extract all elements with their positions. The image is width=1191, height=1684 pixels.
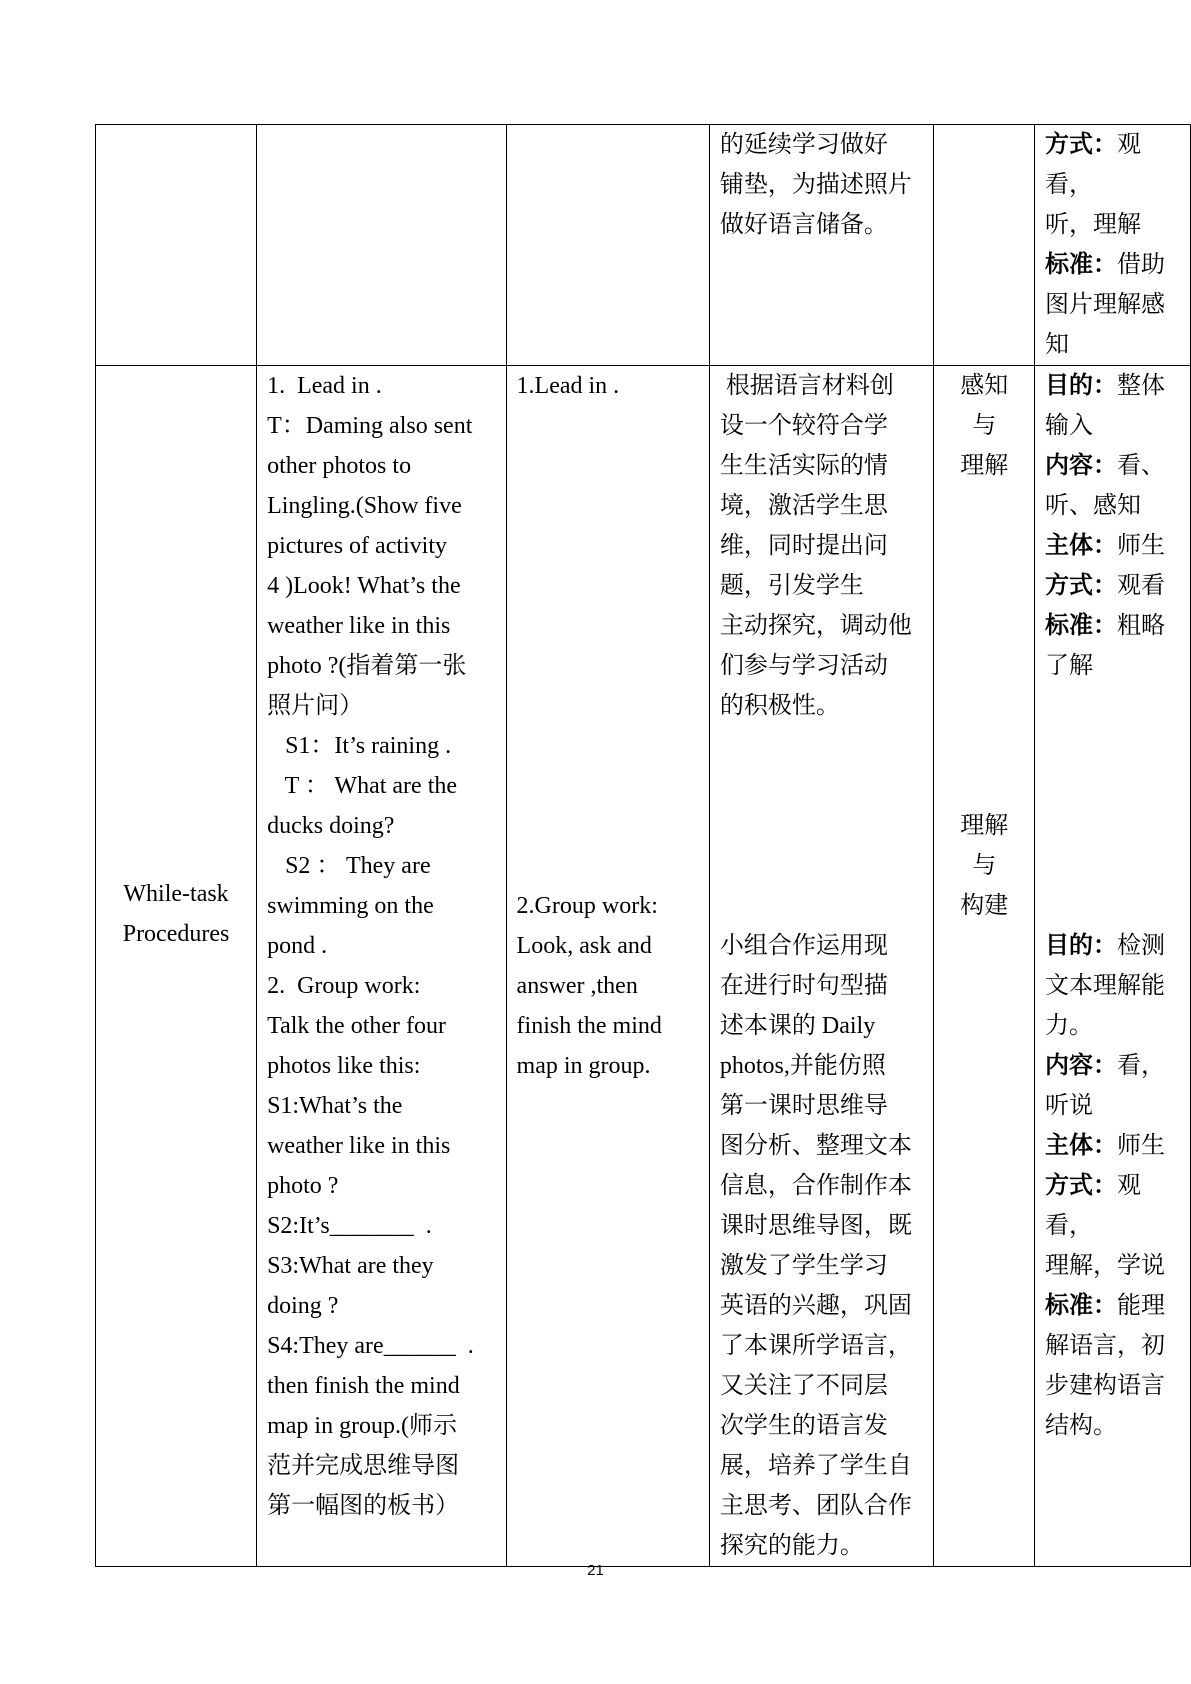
purpose-cell — [709, 125, 934, 366]
evaluation-text: 文本理解能 — [1044, 973, 1165, 999]
purpose-line: 设一个较符合学 — [719, 413, 888, 439]
evaluation-text: 了解 — [1044, 653, 1093, 679]
student-activity-line: 1.Lead in . — [516, 373, 620, 399]
purpose-line: 境，激活学生思 — [719, 493, 888, 519]
evaluation-line — [1045, 566, 1180, 606]
evaluation-text: 听，理解 — [1044, 212, 1141, 238]
evaluation-label: 标准： — [1044, 613, 1117, 639]
teacher-activity-line: 范并完成思维导图 — [267, 1453, 460, 1479]
purpose-block — [720, 366, 924, 726]
evaluation-label: 内容： — [1044, 453, 1117, 479]
purpose-line: 第一课时思维导 — [719, 1093, 888, 1119]
purpose-line: 又关注了不同层 — [719, 1373, 888, 1399]
teacher-activity-line: pictures of activity — [267, 533, 448, 559]
evaluation-label: 方式： — [1044, 1173, 1117, 1199]
evaluation-line — [1045, 1086, 1180, 1126]
purpose-line: 激发了学生学习 — [719, 1253, 888, 1279]
teacher-activity-line: weather like in this — [267, 1133, 451, 1159]
teacher-activity-line: 第一幅图的板书） — [267, 1493, 460, 1519]
teacher-activity-line: 2. Group work: — [267, 973, 421, 999]
evaluation-text: 借助 — [1116, 252, 1165, 278]
evaluation-text: 能理 — [1116, 1293, 1165, 1319]
evaluation-label: 目的： — [1044, 373, 1117, 399]
teacher-activity-line: S1:What’s the — [267, 1093, 403, 1119]
student-activity-block — [517, 366, 699, 406]
evaluation-line — [1045, 966, 1180, 1006]
purpose-line: 维，同时提出问 — [719, 533, 888, 559]
teacher-activity-line: Lingling.(Show five — [267, 493, 462, 519]
evaluation-line — [1045, 926, 1180, 966]
teacher-activity-line: then finish the mind — [267, 1373, 460, 1399]
table-row — [96, 366, 1191, 1567]
purpose-line: 们参与学习活动 — [719, 653, 888, 679]
category-cell — [934, 366, 1034, 1567]
evaluation-text: 师生 — [1116, 1133, 1165, 1159]
evaluation-text: 结构。 — [1044, 1413, 1117, 1439]
teacher-activity-cell — [257, 366, 506, 1567]
teacher-activity-line: Talk the other four — [267, 1013, 446, 1039]
purpose-line: 英语的兴趣，巩固 — [719, 1293, 912, 1319]
category-line: 理解 — [960, 453, 1009, 479]
spacer — [517, 406, 699, 886]
category-line: 与 — [972, 413, 997, 439]
evaluation-text: 听说 — [1044, 1093, 1093, 1119]
student-activity-cell — [506, 366, 709, 1567]
purpose-line: 生生活实际的情 — [719, 453, 888, 479]
table-row — [96, 125, 1191, 366]
evaluation-line — [1045, 1046, 1180, 1086]
evaluation-cell — [1034, 366, 1190, 1567]
evaluation-line — [1045, 606, 1180, 646]
purpose-cell — [709, 366, 934, 1567]
evaluation-line — [1045, 406, 1180, 446]
teacher-activity-line: S4:They are______ . — [267, 1333, 474, 1359]
evaluation-label: 方式： — [1044, 573, 1117, 599]
stage-cell-empty — [96, 125, 257, 366]
evaluation-line — [1045, 486, 1180, 526]
purpose-line: 根据语言材料创 — [719, 373, 894, 399]
teacher-activity-line: T：Daming also sent — [267, 413, 473, 439]
teacher-activity-cell-empty — [257, 125, 506, 366]
evaluation-block — [1045, 926, 1180, 1446]
teacher-activity-line: S1：It’s raining . — [267, 733, 452, 759]
purpose-line: 主思考、团队合作 — [719, 1493, 912, 1519]
evaluation-label: 目的： — [1044, 933, 1117, 959]
evaluation-line — [1045, 366, 1180, 406]
evaluation-text: 整体 — [1116, 373, 1165, 399]
evaluation-line — [1045, 446, 1180, 486]
teacher-activity-line: other photos to — [267, 453, 412, 479]
purpose-line: 在进行时句型描 — [719, 973, 888, 999]
purpose-line: 做好语言储备。 — [719, 212, 888, 238]
teacher-activity-line: photo ? — [267, 1173, 339, 1199]
teacher-activity-block — [267, 366, 495, 966]
evaluation-text: 粗略 — [1116, 613, 1165, 639]
category-cell-empty — [934, 125, 1034, 366]
evaluation-text: 输入 — [1044, 413, 1093, 439]
purpose-line: 了本课所学语言， — [719, 1333, 912, 1359]
purpose-line: 小组合作运用现 — [719, 933, 888, 959]
evaluation-text: 观看， — [1044, 1173, 1141, 1239]
teacher-activity-block — [267, 966, 495, 1526]
evaluation-text: 看， — [1116, 1053, 1165, 1079]
teacher-activity-line: 照片问） — [267, 693, 364, 719]
student-activity-line: Look, ask and — [516, 933, 652, 959]
evaluation-text: 观看 — [1116, 573, 1165, 599]
teacher-activity-line: 4 )Look! What’s the — [267, 573, 461, 599]
evaluation-line — [1045, 1166, 1180, 1246]
teacher-activity-line: 1. Lead in . — [267, 373, 382, 399]
purpose-line: 课时思维导图，既 — [719, 1213, 912, 1239]
evaluation-text: 理解，学说 — [1044, 1253, 1165, 1279]
teacher-activity-line: swimming on the — [267, 893, 434, 919]
category-line: 与 — [972, 853, 997, 879]
evaluation-label: 标准： — [1044, 252, 1117, 278]
purpose-line: 信息，合作制作本 — [719, 1173, 912, 1199]
evaluation-line — [1045, 1326, 1180, 1366]
stage-cell — [96, 366, 257, 1567]
purpose-line: 图分析、整理文本 — [719, 1133, 912, 1159]
teacher-activity-line: doing ? — [267, 1293, 339, 1319]
teacher-activity-line: photos like this: — [267, 1053, 421, 1079]
purpose-line: 铺垫，为描述照片 — [719, 172, 912, 198]
teacher-activity-line: map in group.(师示 — [267, 1413, 458, 1439]
evaluation-line — [1045, 1286, 1180, 1326]
purpose-line: 次学生的语言发 — [719, 1413, 888, 1439]
student-activity-cell-empty — [506, 125, 709, 366]
category-line: 理解 — [960, 813, 1009, 839]
teacher-activity-line: T ： What are the — [267, 773, 458, 799]
purpose-line: 述本课的 Daily — [719, 1013, 876, 1039]
evaluation-line — [1045, 285, 1180, 325]
purpose-line: 展，培养了学生自 — [719, 1453, 912, 1479]
student-activity-line: map in group. — [516, 1053, 651, 1079]
evaluation-line — [1045, 205, 1180, 245]
evaluation-cell — [1034, 125, 1190, 366]
lesson-plan-table — [95, 124, 1191, 1567]
purpose-line: 的延续学习做好 — [719, 132, 888, 158]
evaluation-line — [1045, 1006, 1180, 1046]
evaluation-label: 主体： — [1044, 533, 1117, 559]
stage-label: Procedures — [122, 921, 230, 947]
evaluation-line — [1045, 1246, 1180, 1286]
evaluation-text: 观看， — [1044, 132, 1141, 198]
purpose-line: 题，引发学生 — [719, 573, 864, 599]
teacher-activity-line: photo ?(指着第一张 — [267, 653, 467, 679]
purpose-line: photos,并能仿照 — [719, 1053, 886, 1079]
evaluation-text: 步建构语言 — [1044, 1373, 1165, 1399]
evaluation-label: 主体： — [1044, 1133, 1117, 1159]
student-activity-line: finish the mind — [516, 1013, 662, 1039]
evaluation-label: 标准： — [1044, 1293, 1117, 1319]
evaluation-line — [1045, 526, 1180, 566]
evaluation-line — [1045, 125, 1180, 205]
spacer — [720, 726, 924, 926]
purpose-line: 的积极性。 — [719, 693, 840, 719]
evaluation-block — [1045, 366, 1180, 686]
evaluation-text: 图片理解感 — [1044, 292, 1165, 318]
evaluation-text: 看、 — [1116, 453, 1165, 479]
evaluation-text: 师生 — [1116, 533, 1165, 559]
evaluation-text: 解语言，初 — [1044, 1333, 1165, 1359]
evaluation-text: 检测 — [1116, 933, 1165, 959]
student-activity-block — [517, 886, 699, 1086]
page-number: 21 — [587, 1562, 604, 1579]
evaluation-line — [1045, 1366, 1180, 1406]
purpose-line: 探究的能力。 — [719, 1533, 864, 1559]
teacher-activity-line: pond . — [267, 933, 328, 959]
teacher-activity-line: S3:What are they — [267, 1253, 434, 1279]
evaluation-label: 内容： — [1044, 1053, 1117, 1079]
evaluation-line — [1045, 646, 1180, 686]
purpose-block — [720, 926, 924, 1566]
category-block — [944, 806, 1023, 926]
purpose-line: 主动探究，调动他 — [719, 613, 912, 639]
evaluation-label: 方式： — [1044, 132, 1117, 158]
category-block — [944, 366, 1023, 486]
category-line: 构建 — [960, 893, 1009, 919]
evaluation-line — [1045, 325, 1180, 365]
evaluation-line — [1045, 1126, 1180, 1166]
student-activity-line: 2.Group work: — [516, 893, 658, 919]
evaluation-text: 力。 — [1044, 1013, 1093, 1039]
evaluation-line — [1045, 1406, 1180, 1446]
evaluation-text: 听、感知 — [1044, 493, 1141, 519]
teacher-activity-line: S2:It’s_______ . — [267, 1213, 432, 1239]
teacher-activity-line: S2 ： They are — [267, 853, 431, 879]
spacer — [944, 486, 1023, 806]
evaluation-line — [1045, 245, 1180, 285]
teacher-activity-line: weather like in this — [267, 613, 451, 639]
spacer — [1045, 686, 1180, 926]
stage-label: While-task — [123, 881, 229, 907]
teacher-activity-line: ducks doing? — [267, 813, 395, 839]
category-line: 感知 — [960, 373, 1009, 399]
evaluation-text: 知 — [1044, 332, 1069, 358]
student-activity-line: answer ,then — [516, 973, 638, 999]
